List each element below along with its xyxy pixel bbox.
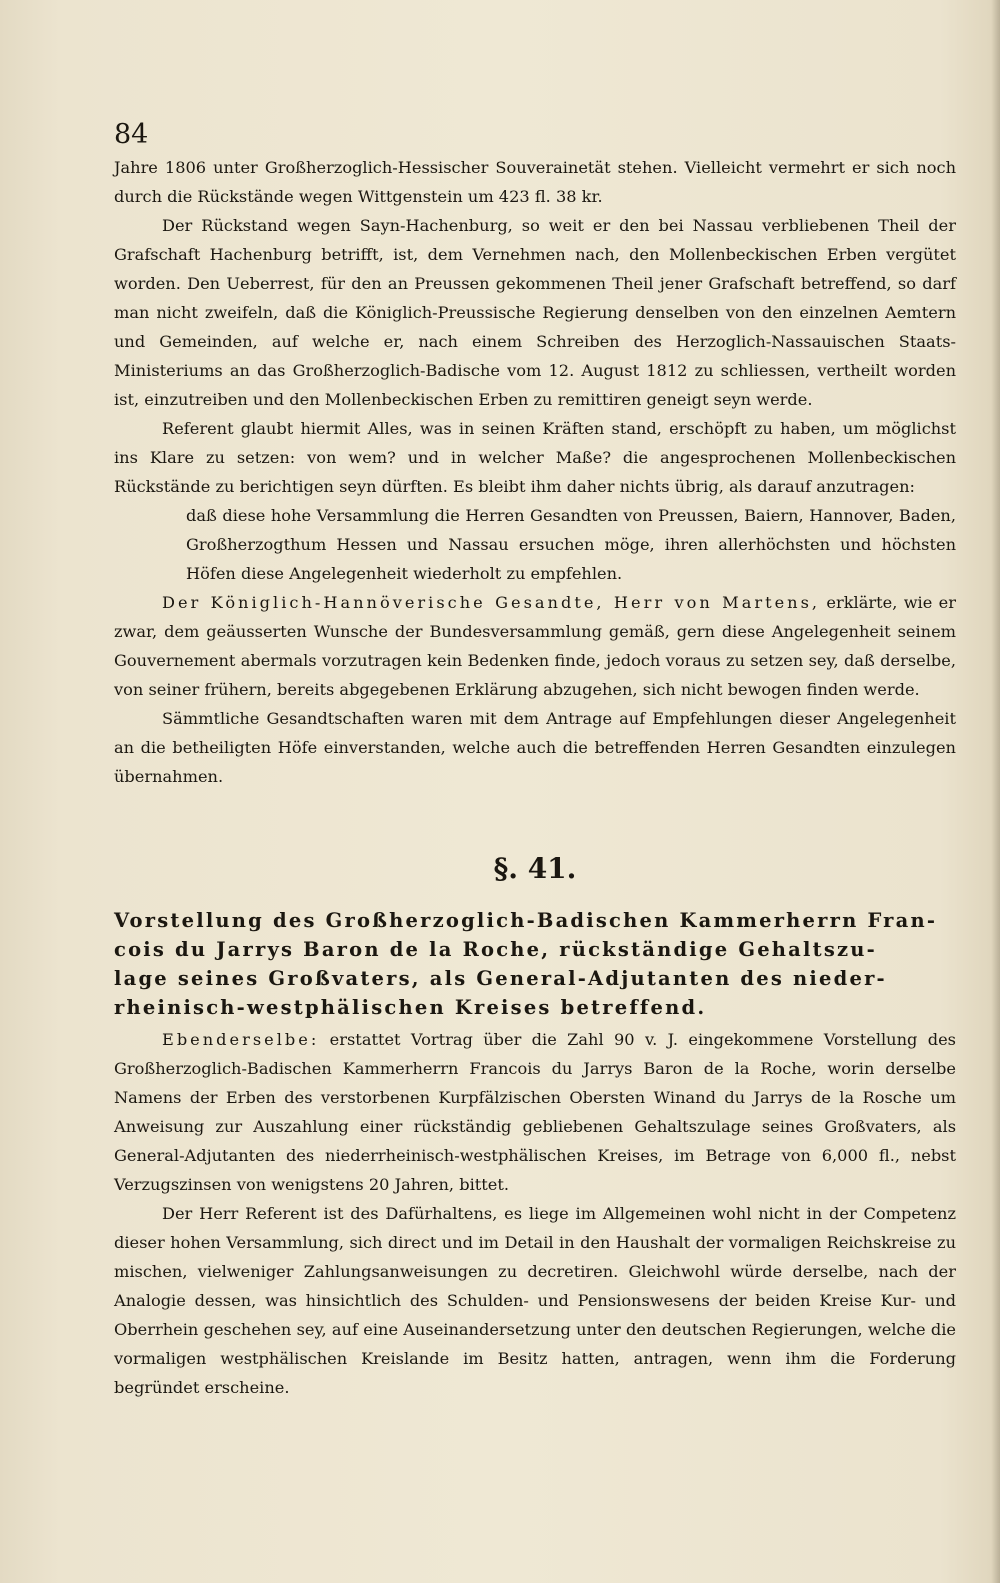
section-title-line: rheinisch-westphälischen Kreises betreffend. — [114, 996, 707, 1019]
section-title-line: lage seines Großvaters, als General-Adjutanten des nieder- — [114, 967, 887, 990]
speaker-name: Der Königlich-Hannöverische Gesandte, Herr von Martens, — [162, 593, 821, 612]
page-edge-shadow — [991, 0, 1000, 1583]
motion-quote: daß diese hohe Versammlung die Herren Gesandten von Preussen, Baiern, Hannover, Baden, Großherzogthum Hessen und Nassau ersuchen möge, ihren allerhöchsten und höchsten Höfen diese Angelegenheit wiederholt zu empfehlen. — [186, 506, 956, 583]
paragraph-referent-conclusion: Referent glaubt hiermit Alles, was in seinen Kräften stand, erschöpft zu haben, um möglichst ins Klare zu setzen: von wem? und in welcher Maße? die angesprochenen Mollenbeckischen Rückstände zu berichtigen seyn dürften. Es bleibt ihm daher nichts übrig, als darauf anzutragen: — [114, 419, 956, 496]
paragraph-closing: Sämmtliche Gesandtschaften waren mit dem Antrage auf Empfehlungen dieser Angelegenheit an die betheiligten Höfe einverstanden, welche auch die betreffenden Herren Gesandten einzulegen übernahmen. — [114, 709, 956, 786]
section-number: §. 41. — [493, 852, 577, 885]
section-title — [114, 906, 956, 1022]
page-content — [114, 118, 956, 1402]
paragraph-section-report — [114, 1025, 956, 1199]
paragraph-sayn-hachenburg: Der Rückstand wegen Sayn-Hachenburg, so weit er den bei Nassau verbliebenen Theil der Grafschaft Hachenburg betrifft, ist, dem Vernehmen nach, den Mollenbeckischen Erben vergütet worden. Den Ueberrest, für den an Preussen gekommenen Theil jener Grafschaft betreffend, so darf man nicht zweifeln, daß die Königlich-Preussische Regierung denselben von den einzelnen Aemtern und Gemeinden, auf welche er, nach einem Schreiben des Herzoglich-Nassauischen Staats-Ministeriums an das Großherzoglich-Badische vom 12. August 1812 zu schliessen, vertheilt worden ist, einzutreiben und den Mollenbeckischen Erben zu remittiren geneigt seyn werde. — [114, 216, 956, 409]
paragraph-text: erstattet Vortrag über die Zahl 90 v. J. eingekommene Vorstellung des Großherzoglich-Badischen Kammerherrn Francois du Jarrys Baron de la Roche, worin derselbe Namens der Erben des verstorbenen Kurpfälzischen Obersten Winand du Jarrys de la Rosche um Anweisung zur Auszahlung einer rückständig gebliebenen Gehaltszulage seines Großvaters, als General-Adjutanten des niederrheinisch-westphälischen Kreises, im Betrage von 6,000 fl., nebst Verzugszinsen von wenigstens 20 Jahren, bittet. — [114, 1030, 956, 1194]
page-number: 84 — [114, 119, 149, 150]
paragraph-referent-opinion: Der Herr Referent ist des Dafürhaltens, es liege im Allgemeinen wohl nicht in der Competenz dieser hohen Versammlung, sich direct und im Detail in den Haushalt der vormaligen Reichskreise zu mischen, vielweniger Zahlungsanweisungen zu decretiren. Gleichwohl würde derselbe, nach der Analogie dessen, was hinsichtlich des Schulden- und Pensionswesens der beiden Kreise Kur- und Oberrhein geschehen sey, auf eine Auseinandersetzung unter den deutschen Regierungen, welche die vormaligen westphälischen Kreislande im Besitz hatten, antragen, wenn ihm die Forderung begründet erscheine. — [114, 1204, 956, 1397]
section-title-line: cois du Jarrys Baron de la Roche, rückständige Gehaltszu- — [114, 938, 877, 961]
paragraph-lead: Ebenderselbe: — [162, 1030, 320, 1049]
section-title-line: Vorstellung des Großherzoglich-Badischen Kammerherrn Fran- — [114, 909, 938, 932]
paragraph-continuation: Jahre 1806 unter Großherzoglich-Hessischer Souverainetät stehen. Vielleicht vermehrt er sich noch durch die Rückstände wegen Wittgenstein um 423 fl. 38 kr. — [114, 158, 956, 206]
statement-text: erklärte, wie er zwar, dem geäusserten Wunsche der Bundesversammlung gemäß, gern diese Angelegenheit seinem Gouvernement abermals vorzutragen kein Bedenken finde, jedoch voraus zu setzen sey, daß derselbe, von seiner frühern, bereits abgegebenen Erklärung abzugehen, sich nicht bewogen finden werde. — [114, 593, 956, 699]
paragraph-hannover-statement — [114, 588, 956, 704]
